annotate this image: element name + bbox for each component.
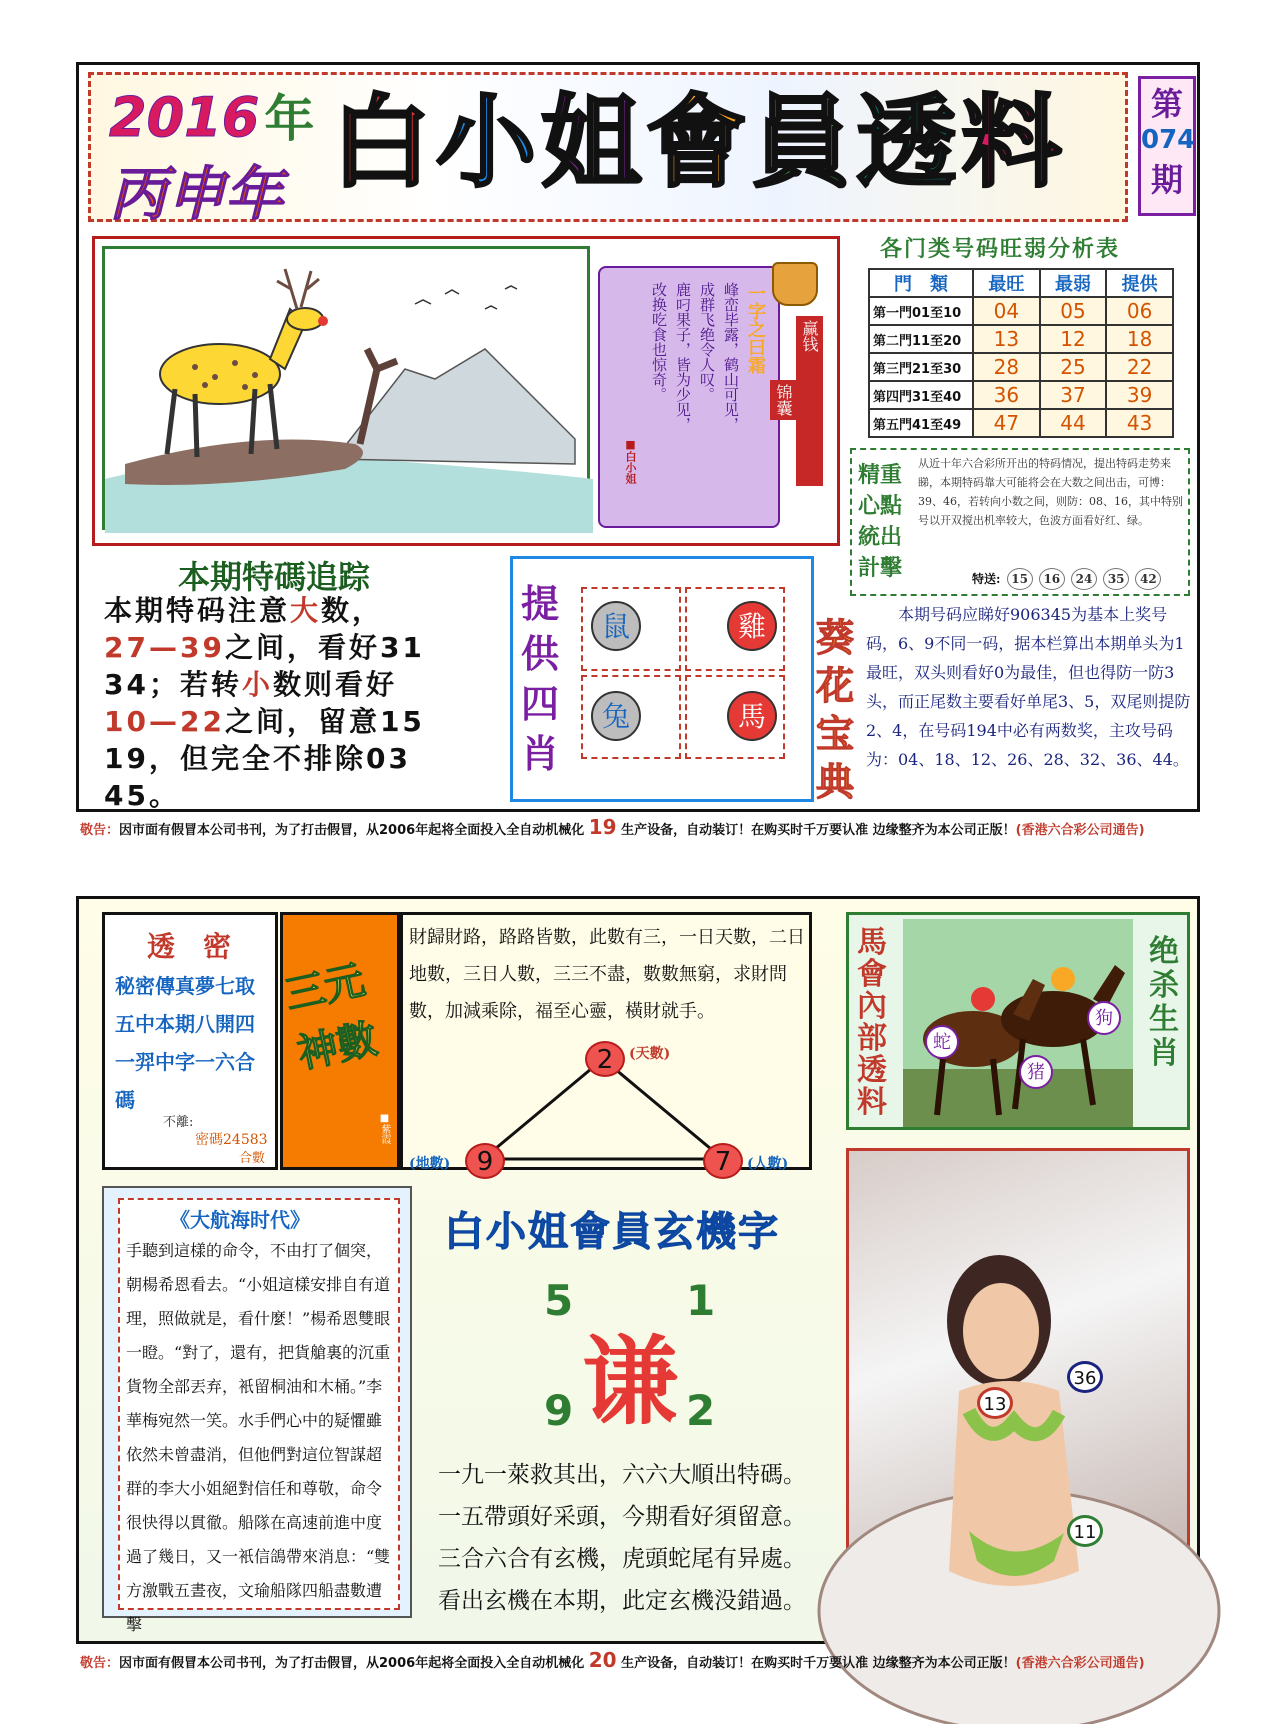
special-ball: 24 [1071, 568, 1097, 590]
bag-label-2: 赢钱 [796, 316, 823, 486]
zodiac-ball-dog: 狗 [1087, 1001, 1121, 1035]
bag-icon [772, 262, 818, 306]
poem-line-4: 改换吃食也惊奇。 [650, 282, 668, 402]
riddle-number-tl: 5 [544, 1276, 574, 1325]
sanyuan-credit: ■紫霞 [379, 1113, 390, 1144]
tracking-text: 本期特码注意大数， 27—39之间，看好31 34；若转小数则看好 10—22之间，留意15 19，但完全不排除03 45。 [104, 594, 425, 812]
riddle-char: 谦 [582, 1326, 678, 1438]
tian-ball: 2 [585, 1041, 625, 1077]
secret-note-sum: 合數 [239, 1151, 266, 1166]
poem-signature: ■白小姐 [624, 438, 637, 484]
table-row: 第五門41至49 47 44 43 [869, 409, 1173, 437]
title-char-2: 小 [436, 84, 537, 201]
story-panel [102, 1186, 412, 1634]
riddle-number-bl: 9 [544, 1386, 574, 1435]
special-numbers [972, 568, 1161, 590]
page-title [331, 83, 1062, 203]
stat-note-text: 从近十年六合彩所开出的特码情况，提出特码走势来睇，本期特码靠大可能将会在大数之间出击，可博：39、46，若转向小数之间，则防：08、16，其中特别号以开双搅出机率较大，色波方面看好红、绿。 [918, 457, 1183, 527]
header-banner [88, 72, 1128, 228]
riddle-number-tr: 1 [686, 1276, 716, 1325]
issue-box [1138, 76, 1196, 216]
photo-ball: 36 [1067, 1361, 1103, 1393]
special-label: 特送: [972, 572, 1001, 586]
photo-ball: 11 [1067, 1515, 1103, 1547]
poem-line-1: 峰峦毕露，鹤山可见， [722, 282, 740, 432]
tian-label: (天數) [629, 1046, 671, 1062]
zodiac-ball: 鼠 [591, 601, 641, 651]
stats-header-cold: 最弱 [1040, 269, 1107, 297]
special-ball: 42 [1135, 568, 1161, 590]
issue-prefix: 第 [1150, 85, 1183, 123]
model-photo [846, 1148, 1190, 1624]
ren-ball: 7 [703, 1143, 743, 1179]
sanyuan-text: 財歸財路，路路皆數，此數有三，一日天數，二日地數，三日人數，三三不盡，數數無窮，求財問數，加減乘除，福至心靈，橫財就手。 [409, 927, 805, 1022]
secret-note-code: 密碼24583 [195, 1132, 268, 1148]
ren-label: (人數) [747, 1156, 789, 1172]
special-ball: 35 [1103, 568, 1129, 590]
stats-title: 各门类号码旺弱分析表 [880, 237, 1121, 262]
horse-panel [846, 912, 1190, 1130]
photo-ball: 13 [977, 1387, 1013, 1419]
bag-label: 锦囊 [770, 380, 797, 420]
title-char-7: 料 [961, 84, 1062, 201]
poem-line-3: 鹿叼果子，皆为少见， [674, 282, 692, 432]
zodiac-ball: 兔 [591, 691, 641, 741]
title-char-3: 姐 [541, 84, 642, 201]
zodiac-ball-snake: 蛇 [925, 1025, 959, 1059]
zodiac-panel [510, 556, 814, 802]
story-title: 《大航海时代》 [170, 1208, 310, 1232]
sanyuan-label: 三元神數 [281, 957, 382, 1078]
sanyuan-panel [280, 912, 400, 1170]
special-ball: 16 [1039, 568, 1065, 590]
zodiac-cell [581, 587, 681, 671]
poem-line-2: 成群飞绝令人叹。 [698, 282, 716, 402]
title-char-6: 透 [856, 84, 957, 201]
story-inner [118, 1198, 400, 1634]
zodiac-ball-pig: 猪 [1019, 1055, 1053, 1089]
zodiac-cell [685, 587, 785, 671]
stats-header-category: 門 類 [869, 269, 973, 297]
horse-label: 馬會內部透料 [857, 925, 887, 1120]
title-char-4: 會 [646, 84, 747, 201]
zodiac-ball: 雞 [727, 601, 777, 651]
title-char-1: 白 [331, 84, 431, 201]
year-suffix: 年 [264, 90, 315, 148]
secret-title: 透 密 [147, 930, 232, 963]
sanyuan-content [400, 912, 812, 1177]
cycle: 丙申年 [109, 160, 284, 228]
notice-bar: 敬告：因市面有假冒本公司书刊，为了打击假冒，从2006年起将全面投入全自动机械化 19 生产设备，自动装订！在购买时千万要认准 边缘整齐为本公司正版！(香港六合彩公司通告) [80, 815, 1145, 839]
sunflower-label: 葵花宝典 [816, 616, 855, 804]
zodiac-cell [581, 675, 681, 759]
table-row: 第二門11至20 13 12 18 [869, 325, 1173, 353]
deer-illustration [102, 246, 590, 530]
di-label: (地數) [409, 1156, 451, 1172]
year-block [109, 79, 314, 151]
stats-table [868, 268, 1174, 438]
stat-note-box [850, 448, 1190, 596]
poem-scroll [598, 266, 780, 528]
tracking-title: 本期特碼追踪 [178, 558, 371, 596]
secret-note-label: 不離: [163, 1115, 194, 1130]
table-row: 第三門21至30 28 25 22 [869, 353, 1173, 381]
di-ball: 9 [465, 1143, 505, 1179]
riddle-poem: 一九一萊救其出，六六大順出特碼。 一五帶頭好采頭，今期看好須留意。 三合六合有玄機，虎頭蛇尾有异處。 看出玄機在本期，此定玄機没錯過。 [438, 1462, 806, 1614]
riddle-number-br: 2 [686, 1386, 716, 1435]
poem-title: 一字之曰霜 [745, 284, 766, 374]
title-char-5: 員 [751, 84, 852, 201]
notice-bar-bottom: 敬告：因市面有假冒本公司书刊，为了打击假冒，从2006年起将全面投入全自动机械化 20 生产设备，自动装订！在购买时千万要认准 边缘整齐为本公司正版！(香港六合彩公司通告) [80, 1648, 1145, 1672]
special-ball: 15 [1007, 568, 1033, 590]
table-row: 第一門01至10 04 05 06 [869, 297, 1173, 325]
year: 2016 [109, 86, 260, 149]
sunflower-text: 本期号码应睇好906345为基本上奖号码，6、9不同一码，据本栏算出本期单头为1最旺，双头则看好0为最佳，但也得防一防3头，而正尾数主要看好单尾3、5，双尾则提防2、4，在号码194中必有两数奖，主攻号码为：04、18、12、26、28、32、36、44。 [866, 605, 1191, 769]
issue-suffix: 期 [1150, 161, 1183, 199]
stats-header-pick: 提供 [1106, 269, 1173, 297]
riddle-title: 白小姐會員玄機字 [444, 1209, 780, 1255]
secret-lines: 秘密傳真夢七取 五中本期八開四 一羿中字一六合 碼 [115, 974, 255, 1112]
story-text: 手聽到這樣的命令，不由打了個突，朝楊希恩看去。“小姐這樣安排自有道理，照做就是，看什麼！”楊希恩雙眼一瞪。“對了，還有，把貨艙裏的沉重貨物全部丟弃，衹留桐油和木桶。”李華梅宛然一笑。水手們心中的疑懼雖依然未曾盡消，但他們對這位智謀超群的李大小姐絕對信任和尊敬，命令很快得以貫徹。船隊在高速前進中度過了幾日，又一衹信鴿帶來消息：“雙方激戰五晝夜，文瑜船隊四船盡數遭擊 [126, 1241, 391, 1634]
zodiac-cell [685, 675, 785, 759]
stats-header-hot: 最旺 [973, 269, 1040, 297]
secret-panel [102, 912, 278, 1170]
zodiac-ball: 馬 [727, 691, 777, 741]
issue-number: 074 [1141, 125, 1196, 155]
stat-note-label: 精重心點統出計擊 [858, 463, 903, 581]
horse-label-2: 绝杀生肖 [1149, 934, 1179, 1071]
zodiac-label: 提供四肖 [521, 582, 560, 776]
table-row: 第四門31至40 36 37 39 [869, 381, 1173, 409]
